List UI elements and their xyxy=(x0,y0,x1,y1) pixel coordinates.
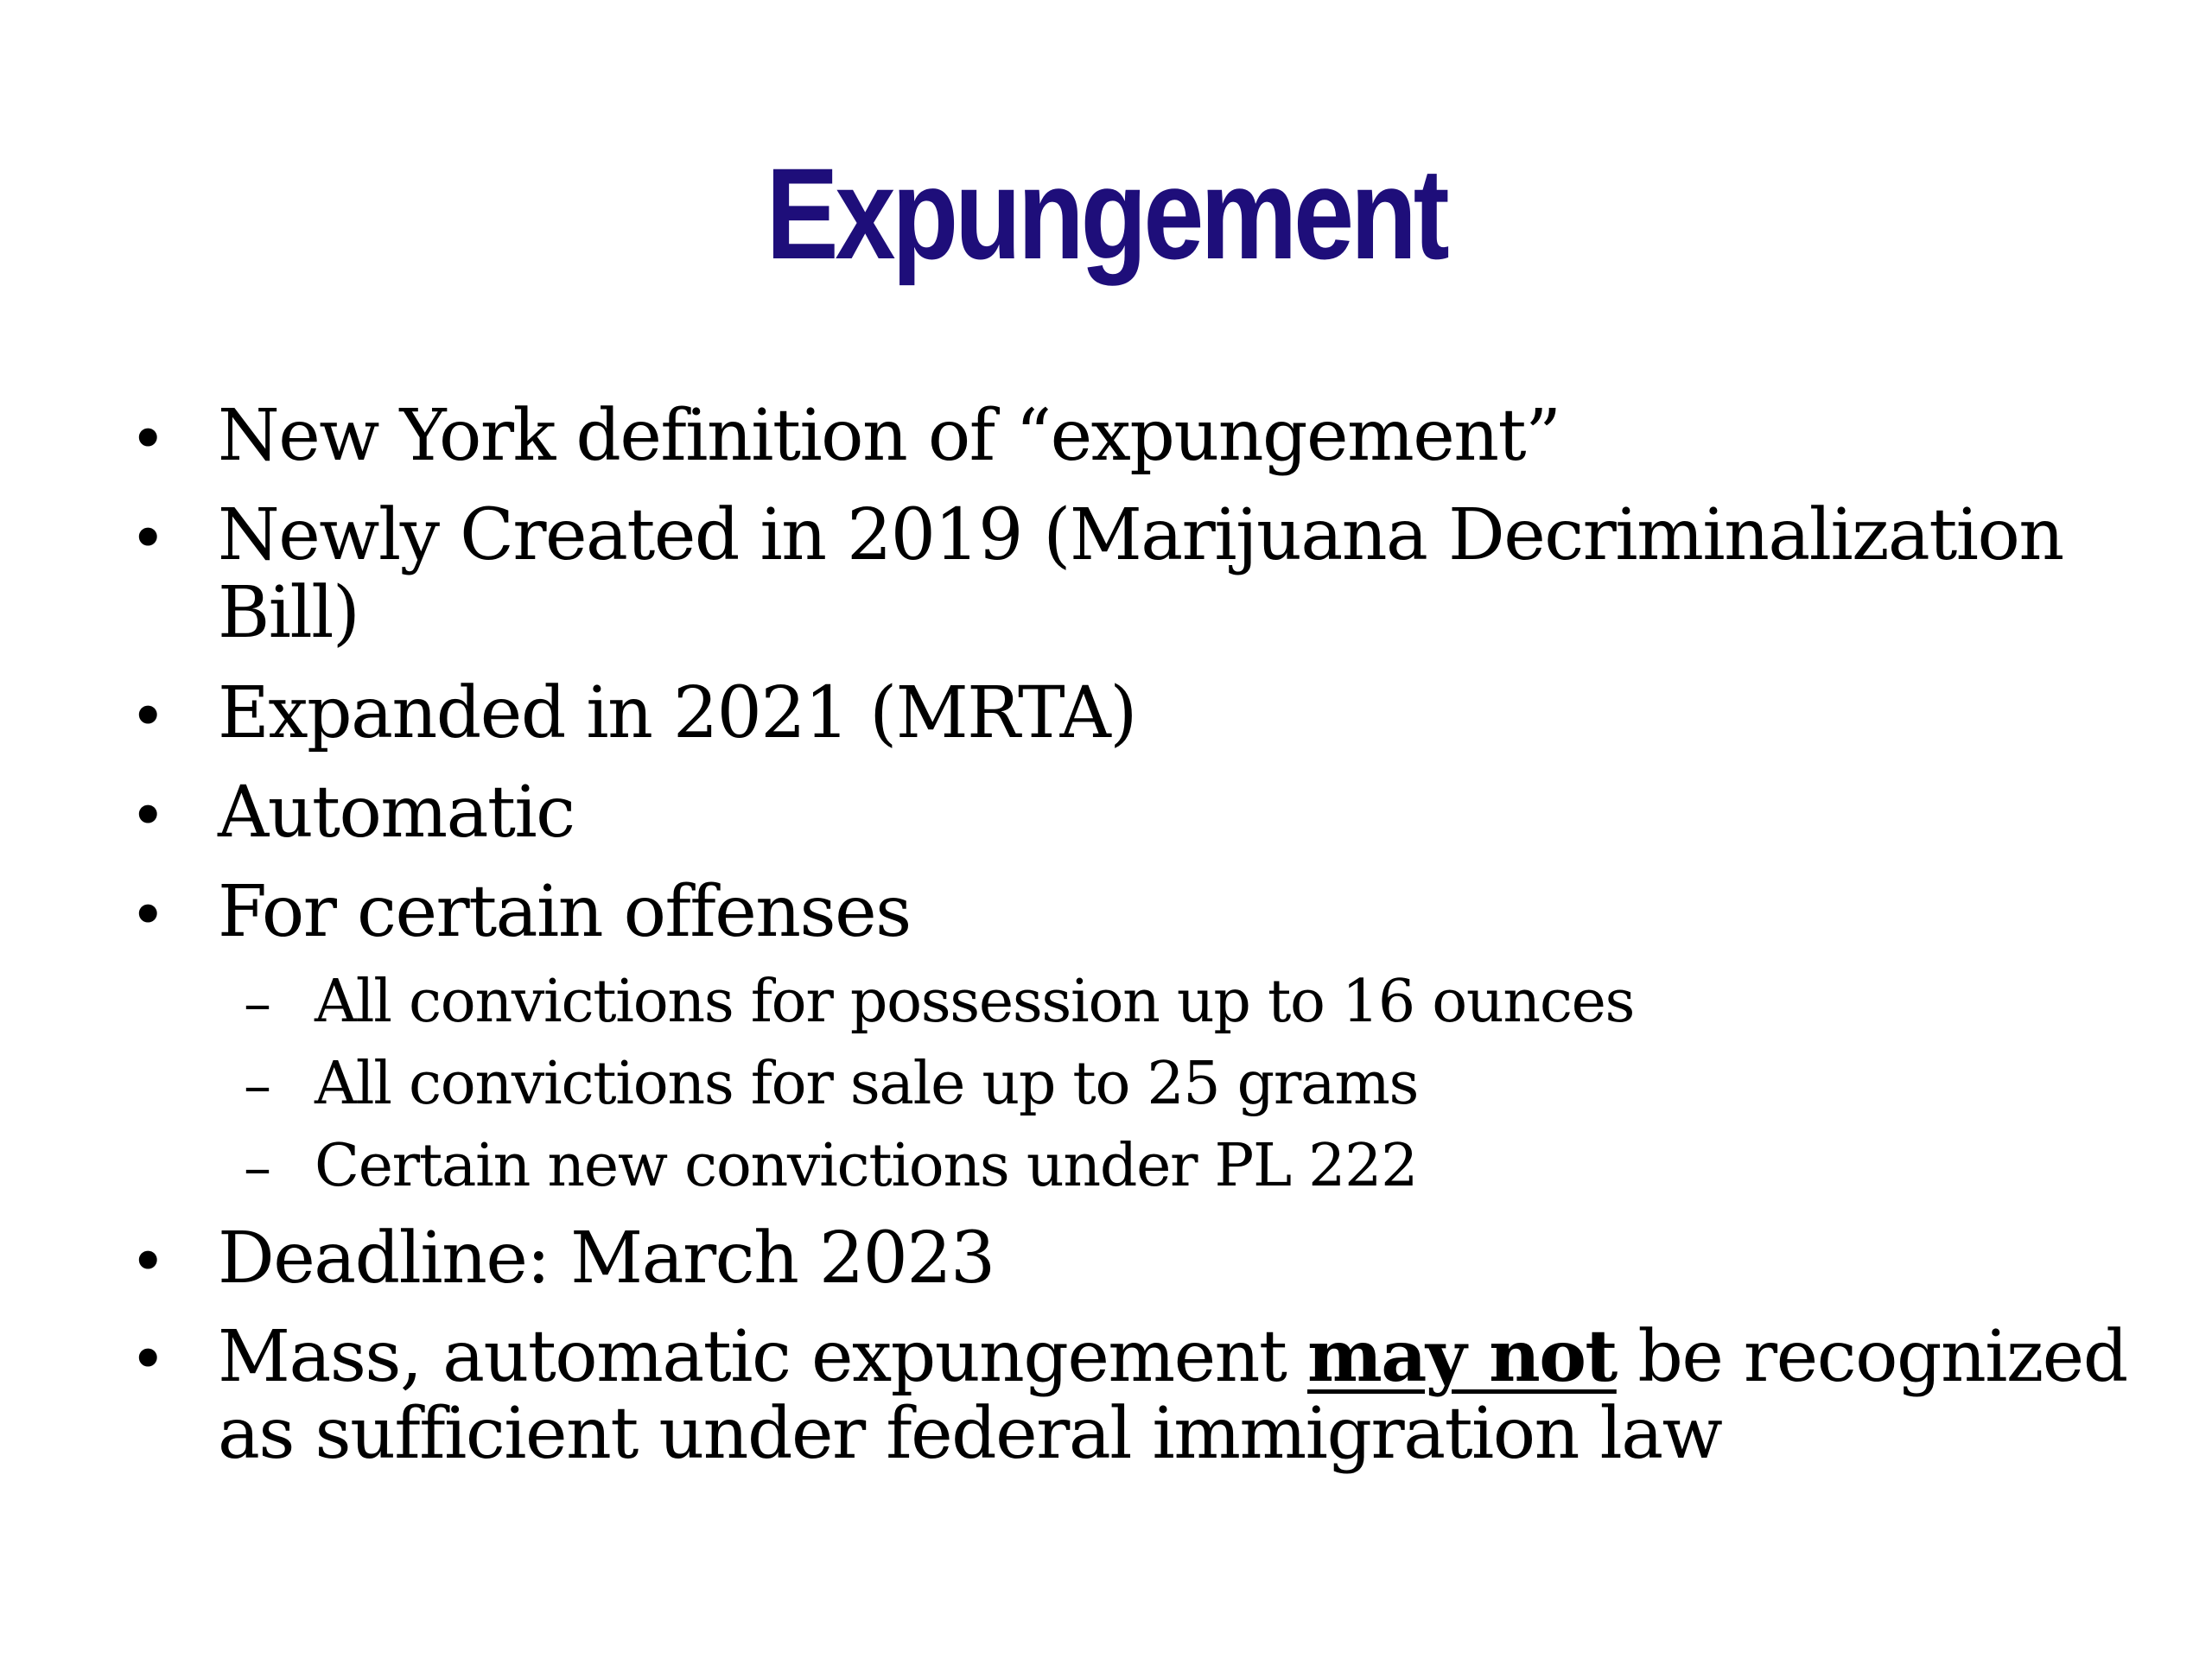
bullet-item-definition: New York definition of “expungement” xyxy=(218,395,1560,477)
bullet-marker: • xyxy=(130,779,167,852)
slide-title: Expungement xyxy=(766,141,1446,286)
bullet-marker: • xyxy=(130,879,167,951)
sub-bullet-pl-222: Certain new convictions under PL 222 xyxy=(315,1132,1418,1200)
bullet-marker: • xyxy=(130,502,167,575)
may-not-emphasis: may not xyxy=(1307,1315,1617,1398)
bullet-marker: • xyxy=(130,1225,167,1298)
bullet-item-mass-expungement-cont: as sufficient under federal immigration law xyxy=(218,1393,1722,1475)
mass-expungement-text-before: Mass, automatic expungement xyxy=(218,1316,1307,1398)
bullet-item-mass-expungement xyxy=(218,1317,2127,1397)
sub-bullet-marker: – xyxy=(244,1054,271,1118)
sub-bullet-sale: All convictions for sale up to 25 grams xyxy=(315,1050,1419,1118)
bullet-item-newly-created: Newly Created in 2019 (Marijuana Decriminalization xyxy=(218,494,2063,576)
bullet-marker: • xyxy=(130,680,167,753)
sub-bullet-marker: – xyxy=(244,1136,271,1200)
bullet-item-automatic: Automatic xyxy=(218,772,575,854)
bullet-item-certain-offenses: For certain offenses xyxy=(218,871,911,953)
bullet-item-newly-created-cont: Bill) xyxy=(218,572,359,654)
bullet-marker: • xyxy=(130,403,167,475)
bullet-item-expanded: Expanded in 2021 (MRTA) xyxy=(218,672,1136,754)
sub-bullet-marker: – xyxy=(244,972,271,1036)
bullet-marker: • xyxy=(130,1323,167,1395)
mass-expungement-text-after: be recognized xyxy=(1616,1316,2127,1398)
bullet-item-deadline: Deadline: March 2023 xyxy=(218,1217,995,1300)
sub-bullet-possession: All convictions for possession up to 16 ounces xyxy=(315,968,1635,1036)
